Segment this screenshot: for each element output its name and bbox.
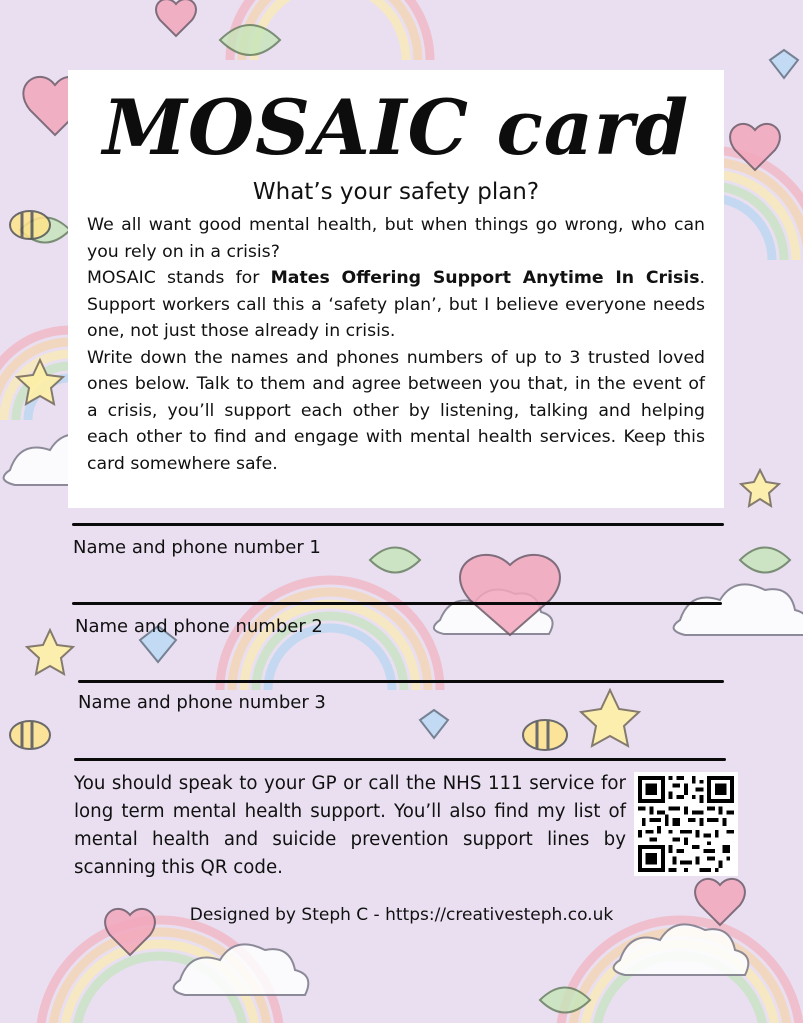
intro-p2-prefix: MOSAIC stands for [87, 268, 271, 288]
intro-text [87, 212, 705, 477]
card-title: MOSAIC card [102, 83, 690, 172]
qr-code-icon[interactable] [634, 772, 738, 876]
intro-paragraph-1: We all want good mental health, but when things go wrong, who can you rely on in a crisis? [87, 215, 705, 262]
field-label-3: Name and phone number 3 [78, 692, 326, 713]
bee-icon [523, 720, 567, 750]
card-subtitle: What’s your safety plan? [252, 179, 540, 205]
intro-paragraph-2 [87, 265, 705, 345]
bee-icon [10, 721, 50, 749]
field-label-1: Name and phone number 1 [73, 537, 321, 558]
intro-paragraph-3: Write down the names and phones numbers of up to 3 trusted loved ones below. Talk to them and agree between you that, in the event of a crisis, you’ll support each other by listening, talking and helping each other to find and engage with mental health services. Keep this card somewhere safe. [87, 347, 705, 474]
intro-p2-suffix: . Support workers call this a ‘safety plan’, but I believe everyone needs one, not just those already in crisis. [87, 268, 706, 341]
bee-icon [10, 211, 50, 239]
field-label-2: Name and phone number 2 [75, 616, 323, 637]
designer-credit: Designed by Steph C - https://creativesteph.co.uk [189, 905, 614, 925]
write-line-3[interactable] [78, 680, 724, 683]
write-line-2[interactable] [72, 602, 722, 605]
write-line-1[interactable] [72, 523, 724, 526]
write-line-4[interactable] [74, 758, 726, 761]
intro-panel [68, 70, 724, 508]
mosaic-acronym: Mates Offering Support Anytime In Crisis [270, 268, 700, 288]
footer-section [74, 770, 738, 890]
footer-text: You should speak to your GP or call the NHS 111 service for long term mental health support. You’ll also find my list of mental health and suicide prevention support lines by scanning this QR code. [74, 773, 626, 878]
